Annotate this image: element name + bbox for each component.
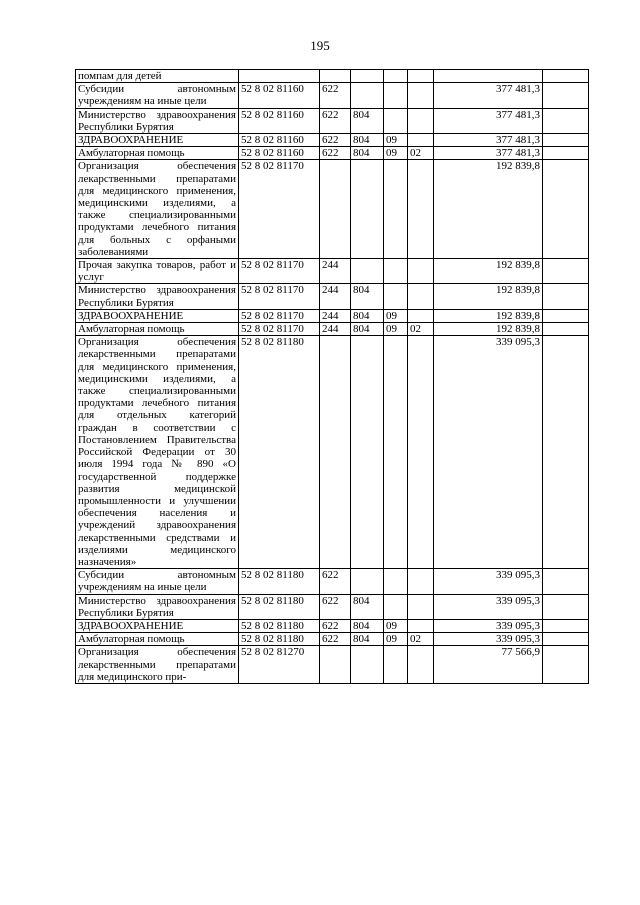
row-expense-type-cell: [320, 160, 351, 259]
row-ministry-code-cell: [351, 160, 384, 259]
row-empty-cell: [543, 646, 589, 684]
row-section-cell: [384, 284, 408, 309]
row-amount-cell: [434, 70, 543, 83]
row-empty-cell: [543, 134, 589, 147]
row-amount-cell: 77 566,9: [434, 646, 543, 684]
row-code-cell: 52 8 02 81170: [239, 323, 320, 336]
row-subsection-cell: 02: [408, 323, 434, 336]
row-ministry-code-cell: 804: [351, 633, 384, 646]
row-subsection-cell: [408, 134, 434, 147]
row-code-cell: 52 8 02 81180: [239, 336, 320, 569]
row-ministry-code-cell: [351, 259, 384, 284]
row-section-cell: 09: [384, 309, 408, 322]
row-empty-cell: [543, 160, 589, 259]
row-subsection-cell: 02: [408, 633, 434, 646]
row-expense-type-cell: 622: [320, 134, 351, 147]
row-empty-cell: [543, 70, 589, 83]
row-subsection-cell: [408, 70, 434, 83]
row-name-cell: помпам для детей: [76, 70, 239, 83]
row-amount-cell: 192 839,8: [434, 160, 543, 259]
row-subsection-cell: [408, 259, 434, 284]
row-subsection-cell: [408, 160, 434, 259]
row-ministry-code-cell: 804: [351, 323, 384, 336]
row-expense-type-cell: [320, 70, 351, 83]
row-section-cell: 09: [384, 134, 408, 147]
row-expense-type-cell: 244: [320, 259, 351, 284]
row-empty-cell: [543, 633, 589, 646]
row-code-cell: 52 8 02 81170: [239, 160, 320, 259]
row-ministry-code-cell: 804: [351, 284, 384, 309]
row-empty-cell: [543, 83, 589, 108]
row-expense-type-cell: 622: [320, 619, 351, 632]
row-amount-cell: 339 095,3: [434, 336, 543, 569]
row-expense-type-cell: 622: [320, 108, 351, 133]
row-subsection-cell: [408, 646, 434, 684]
row-name-cell: Амбулаторная помощь: [76, 147, 239, 160]
row-section-cell: 09: [384, 619, 408, 632]
row-subsection-cell: [408, 108, 434, 133]
row-code-cell: 52 8 02 81160: [239, 134, 320, 147]
row-name-cell: Амбулаторная помощь: [76, 323, 239, 336]
table-row: [76, 83, 589, 108]
row-subsection-cell: [408, 594, 434, 619]
row-ministry-code-cell: [351, 646, 384, 684]
table-row: [76, 633, 589, 646]
row-section-cell: [384, 259, 408, 284]
table-row: [76, 259, 589, 284]
row-name-cell: Министерство здравоохранения Республики Бурятия: [76, 108, 239, 133]
table-row: [76, 619, 589, 632]
row-amount-cell: 339 095,3: [434, 594, 543, 619]
row-expense-type-cell: 244: [320, 323, 351, 336]
row-name-cell: Амбулаторная помощь: [76, 633, 239, 646]
row-expense-type-cell: 622: [320, 594, 351, 619]
row-code-cell: 52 8 02 81270: [239, 646, 320, 684]
row-section-cell: 09: [384, 147, 408, 160]
row-expense-type-cell: 622: [320, 83, 351, 108]
row-subsection-cell: [408, 336, 434, 569]
row-name-cell: ЗДРАВООХРАНЕНИЕ: [76, 134, 239, 147]
row-empty-cell: [543, 594, 589, 619]
row-section-cell: [384, 336, 408, 569]
row-name-cell: Организация обеспечения лекарственными препаратами для медицинского при-: [76, 646, 239, 684]
row-amount-cell: 339 095,3: [434, 633, 543, 646]
row-subsection-cell: [408, 284, 434, 309]
row-subsection-cell: [408, 83, 434, 108]
row-name-cell: Организация обеспечения лекарственными препаратами для медицинского применения, медицинскими изделиями, а также специализированными продуктами лечебного питания для отдельных категорий граждан в соответствии с Постановлением Правительства Российской Федерации от 30 июля 1994 года № 890 «О государственной поддержке развития медицинской промышленности и улучшении обеспечения населения и учреждений здравоохранения лекарственными средствами и изделиями медицинского назначения»: [76, 336, 239, 569]
table-row: [76, 569, 589, 594]
row-amount-cell: 377 481,3: [434, 108, 543, 133]
row-expense-type-cell: 622: [320, 633, 351, 646]
row-ministry-code-cell: 804: [351, 134, 384, 147]
row-subsection-cell: [408, 309, 434, 322]
page-number: 195: [310, 38, 330, 53]
row-amount-cell: 339 095,3: [434, 619, 543, 632]
row-amount-cell: 339 095,3: [434, 569, 543, 594]
row-empty-cell: [543, 259, 589, 284]
table-row: [76, 594, 589, 619]
row-ministry-code-cell: 804: [351, 594, 384, 619]
row-name-cell: Министерство здравоохранения Республики Бурятия: [76, 284, 239, 309]
row-section-cell: [384, 83, 408, 108]
row-name-cell: Организация обеспечения лекарственными препаратами для медицинского применения, медицинскими изделиями, а также специализированными продуктами лечебного питания для больных с орфаными заболеваниями: [76, 160, 239, 259]
table-row: [76, 134, 589, 147]
table-body: [76, 70, 589, 684]
row-code-cell: 52 8 02 81160: [239, 83, 320, 108]
row-empty-cell: [543, 309, 589, 322]
row-code-cell: 52 8 02 81180: [239, 569, 320, 594]
row-ministry-code-cell: 804: [351, 309, 384, 322]
row-code-cell: 52 8 02 81160: [239, 108, 320, 133]
row-code-cell: 52 8 02 81180: [239, 594, 320, 619]
table-row: [76, 323, 589, 336]
row-empty-cell: [543, 323, 589, 336]
row-ministry-code-cell: 804: [351, 108, 384, 133]
row-section-cell: [384, 594, 408, 619]
row-amount-cell: 377 481,3: [434, 134, 543, 147]
row-expense-type-cell: [320, 336, 351, 569]
row-empty-cell: [543, 147, 589, 160]
row-section-cell: [384, 108, 408, 133]
row-amount-cell: 377 481,3: [434, 83, 543, 108]
row-section-cell: [384, 70, 408, 83]
row-amount-cell: 377 481,3: [434, 147, 543, 160]
row-ministry-code-cell: [351, 569, 384, 594]
row-name-cell: ЗДРАВООХРАНЕНИЕ: [76, 619, 239, 632]
row-amount-cell: 192 839,8: [434, 259, 543, 284]
row-code-cell: 52 8 02 81170: [239, 259, 320, 284]
row-expense-type-cell: 244: [320, 284, 351, 309]
table-row: [76, 108, 589, 133]
row-name-cell: Министерство здравоохранения Республики Бурятия: [76, 594, 239, 619]
row-code-cell: [239, 70, 320, 83]
table-row: [76, 284, 589, 309]
row-expense-type-cell: [320, 646, 351, 684]
row-name-cell: Прочая закупка товаров, работ и услуг: [76, 259, 239, 284]
row-ministry-code-cell: 804: [351, 147, 384, 160]
row-expense-type-cell: 622: [320, 147, 351, 160]
row-expense-type-cell: 244: [320, 309, 351, 322]
table-row: [76, 160, 589, 259]
row-ministry-code-cell: [351, 70, 384, 83]
row-subsection-cell: [408, 569, 434, 594]
row-code-cell: 52 8 02 81160: [239, 147, 320, 160]
table-row: [76, 646, 589, 684]
row-amount-cell: 192 839,8: [434, 323, 543, 336]
row-name-cell: Субсидии автономным учреждениям на иные цели: [76, 83, 239, 108]
row-section-cell: 09: [384, 323, 408, 336]
row-code-cell: 52 8 02 81180: [239, 619, 320, 632]
row-ministry-code-cell: [351, 336, 384, 569]
row-section-cell: 09: [384, 633, 408, 646]
row-name-cell: Субсидии автономным учреждениям на иные цели: [76, 569, 239, 594]
row-empty-cell: [543, 284, 589, 309]
row-code-cell: 52 8 02 81170: [239, 284, 320, 309]
row-empty-cell: [543, 569, 589, 594]
table-row: [76, 309, 589, 322]
row-amount-cell: 192 839,8: [434, 309, 543, 322]
row-section-cell: [384, 646, 408, 684]
row-code-cell: 52 8 02 81170: [239, 309, 320, 322]
table-row: [76, 336, 589, 569]
row-ministry-code-cell: 804: [351, 619, 384, 632]
row-empty-cell: [543, 619, 589, 632]
row-section-cell: [384, 160, 408, 259]
row-code-cell: 52 8 02 81180: [239, 633, 320, 646]
table-row: [76, 147, 589, 160]
row-empty-cell: [543, 108, 589, 133]
row-section-cell: [384, 569, 408, 594]
row-empty-cell: [543, 336, 589, 569]
budget-table: [75, 69, 589, 684]
row-subsection-cell: [408, 619, 434, 632]
row-amount-cell: 192 839,8: [434, 284, 543, 309]
row-ministry-code-cell: [351, 83, 384, 108]
table-row: [76, 70, 589, 83]
row-name-cell: ЗДРАВООХРАНЕНИЕ: [76, 309, 239, 322]
row-expense-type-cell: 622: [320, 569, 351, 594]
row-subsection-cell: 02: [408, 147, 434, 160]
